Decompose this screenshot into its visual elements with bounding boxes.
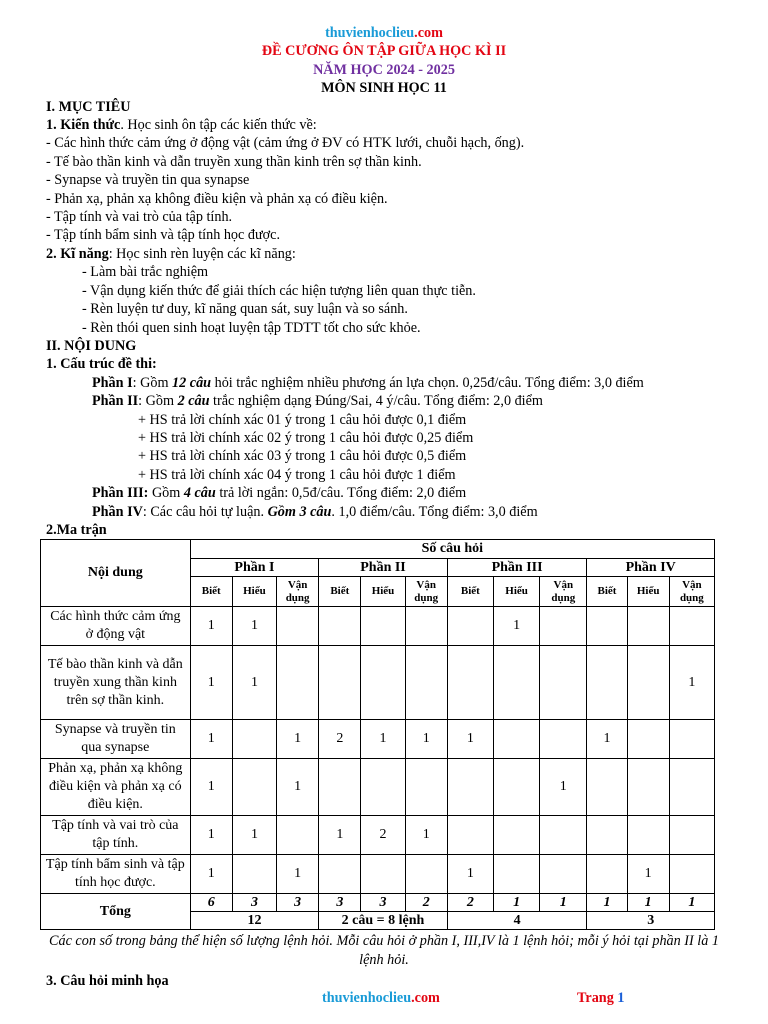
matrix-cell	[587, 855, 627, 894]
matrix-cell	[277, 607, 319, 646]
matrix-cell: 1	[232, 607, 276, 646]
matrix-cell	[361, 855, 405, 894]
section-content-heading: II. NỘI DUNG	[46, 337, 137, 354]
matrix-cell: 2	[319, 720, 361, 759]
matrix-cell: 1	[319, 816, 361, 855]
part2-scoring-item: + HS trả lời chính xác 02 ý trong 1 câu hỏi được 0,25 điểm	[138, 429, 474, 446]
matrix-part-header: Phần III	[447, 559, 587, 577]
matrix-level-header: Vận dụng	[277, 577, 319, 607]
part2-scoring-item: + HS trả lời chính xác 03 ý trong 1 câu hỏi được 0,5 điểm	[138, 448, 467, 465]
knowledge-item: - Synapse và truyền tin qua synapse	[46, 172, 250, 189]
matrix-cell	[540, 816, 587, 855]
matrix-level-header: Vận dụng	[669, 577, 714, 607]
matrix-cell	[669, 816, 714, 855]
matrix-cell	[540, 720, 587, 759]
matrix-cell: 1	[190, 646, 232, 720]
page-footer	[0, 990, 768, 1008]
matrix-cell: 1	[447, 855, 493, 894]
skills-intro: 2. Kĩ năng: Học sinh rèn luyện các kĩ năng:	[46, 245, 296, 262]
knowledge-intro: 1. Kiến thức. Học sinh ôn tập các kiến thức về:	[46, 117, 317, 134]
matrix-cell	[587, 816, 627, 855]
skill-item: - Làm bài trắc nghiệm	[82, 264, 209, 281]
matrix-cell	[493, 646, 539, 720]
matrix-row-topic: Phản xạ, phản xạ không điều kiện và phản xạ có điều kiện.	[41, 759, 191, 816]
matrix-total-cell: 1	[587, 894, 627, 912]
matrix-heading: 2.Ma trận	[46, 521, 107, 538]
page-number: Trang 1	[577, 990, 625, 1006]
matrix-cell	[627, 646, 669, 720]
matrix-row-topic: Synapse và truyền tin qua synapse	[41, 720, 191, 759]
matrix-cell	[319, 855, 361, 894]
matrix-cell	[319, 607, 361, 646]
exam-part-4: Phần IV: Các câu hỏi tự luận. Gồm 3 câu. 1,0 điểm/câu. Tổng điểm: 3,0 điểm	[92, 503, 538, 520]
matrix-level-header: Biết	[190, 577, 232, 607]
matrix-level-header: Hiểu	[232, 577, 276, 607]
document-page	[46, 24, 722, 991]
matrix-level-header: Vận dụng	[405, 577, 447, 607]
matrix-cell: 1	[405, 720, 447, 759]
matrix-total-cell: 3	[319, 894, 361, 912]
exam-matrix-table	[40, 539, 715, 930]
matrix-cell	[405, 855, 447, 894]
matrix-total-cell: 1	[669, 894, 714, 912]
exam-part-2: Phần II: Gồm 2 câu trắc nghiệm dạng Đúng/Sai, 4 ý/câu. Tổng điểm: 2,0 điểm	[92, 393, 543, 410]
skills-list	[46, 263, 722, 337]
matrix-level-header: Biết	[587, 577, 627, 607]
matrix-cell	[627, 816, 669, 855]
matrix-row	[41, 646, 715, 720]
matrix-cell	[493, 855, 539, 894]
matrix-questions-header: Số câu hỏi	[190, 540, 714, 559]
document-title: ĐỀ CƯƠNG ÔN TẬP GIỮA HỌC KÌ II	[261, 43, 507, 60]
matrix-cell: 2	[361, 816, 405, 855]
header-site-name: thuvienhoclieu.com	[325, 25, 443, 41]
matrix-cell	[493, 759, 539, 816]
matrix-cell	[587, 607, 627, 646]
matrix-note: Các con số trong bảng thể hiện số lượng lệnh hỏi. Mỗi câu hỏi ở phần I, III,IV là 1 lệnh hỏi; mỗi ý hỏi tại phần II là 1 lệnh hỏi.	[49, 933, 719, 968]
matrix-cell: 1	[627, 855, 669, 894]
knowledge-item: - Tập tính và vai trò của tập tính.	[46, 209, 233, 226]
matrix-cell	[493, 720, 539, 759]
matrix-cell	[540, 607, 587, 646]
matrix-total-cell: 1	[627, 894, 669, 912]
matrix-cell: 1	[232, 816, 276, 855]
matrix-part-total: 12	[190, 912, 319, 930]
matrix-part-header: Phần I	[190, 559, 319, 577]
matrix-row-topic: Tập tính và vai trò của tập tính.	[41, 816, 191, 855]
matrix-cell: 1	[190, 855, 232, 894]
matrix-level-header: Hiểu	[627, 577, 669, 607]
matrix-cell: 1	[669, 646, 714, 720]
matrix-total-cell: 2	[447, 894, 493, 912]
skill-item: - Vận dụng kiến thức để giải thích các hiện tượng liên quan thực tiễn.	[82, 282, 476, 299]
matrix-total-cell: 3	[361, 894, 405, 912]
matrix-total-cell: 2	[405, 894, 447, 912]
exam-structure-heading: 1. Cấu trúc đề thi:	[46, 356, 157, 373]
matrix-level-header: Vận dụng	[540, 577, 587, 607]
matrix-content-header: Nội dung	[41, 540, 191, 607]
matrix-cell	[447, 607, 493, 646]
matrix-cell	[319, 646, 361, 720]
matrix-cell: 1	[405, 816, 447, 855]
matrix-cell	[669, 607, 714, 646]
sample-questions-heading: 3. Câu hỏi minh họa	[46, 973, 169, 990]
part2-scoring-item: + HS trả lời chính xác 01 ý trong 1 câu hỏi được 0,1 điểm	[138, 411, 467, 428]
knowledge-item: - Các hình thức cảm ứng ở động vật (cảm ứng ở ĐV có HTK lưới, chuỗi hạch, ống).	[46, 135, 525, 152]
matrix-cell: 1	[190, 720, 232, 759]
skill-item: - Rèn luyện tư duy, kĩ năng quan sát, suy luận và so sánh.	[82, 301, 408, 318]
matrix-cell: 1	[277, 759, 319, 816]
matrix-row	[41, 759, 715, 816]
matrix-cell	[405, 759, 447, 816]
matrix-cell	[405, 607, 447, 646]
matrix-cell: 1	[190, 607, 232, 646]
matrix-cell: 1	[190, 816, 232, 855]
knowledge-item: - Tế bào thần kinh và dẫn truyền xung thần kinh trên sợ thần kinh.	[46, 153, 422, 170]
matrix-level-header: Hiểu	[361, 577, 405, 607]
matrix-cell: 1	[232, 646, 276, 720]
matrix-row-topic: Các hình thức cảm ứng ở động vật	[41, 607, 191, 646]
exam-part-3: Phần III: Gồm 4 câu trả lời ngắn: 0,5đ/câu. Tổng điểm: 2,0 điểm	[92, 485, 467, 502]
matrix-cell: 1	[540, 759, 587, 816]
knowledge-list	[46, 134, 722, 244]
matrix-cell: 1	[447, 720, 493, 759]
matrix-row	[41, 720, 715, 759]
matrix-cell	[540, 855, 587, 894]
matrix-row-topic: Tế bào thần kinh và dẫn truyền xung thần kinh trên sợ thần kinh.	[41, 646, 191, 720]
matrix-cell	[277, 816, 319, 855]
matrix-part-total: 4	[447, 912, 587, 930]
matrix-level-header: Hiểu	[493, 577, 539, 607]
matrix-cell: 1	[277, 720, 319, 759]
matrix-cell	[232, 720, 276, 759]
matrix-cell	[232, 759, 276, 816]
matrix-cell	[277, 646, 319, 720]
matrix-cell	[669, 855, 714, 894]
school-year: NĂM HỌC 2024 - 2025	[313, 61, 455, 78]
matrix-cell	[540, 646, 587, 720]
matrix-cell	[669, 720, 714, 759]
matrix-total-cell: 3	[232, 894, 276, 912]
matrix-cell: 1	[190, 759, 232, 816]
matrix-cell	[627, 759, 669, 816]
matrix-cell	[587, 646, 627, 720]
subject-title: MÔN SINH HỌC 11	[321, 80, 447, 97]
matrix-cell: 1	[493, 607, 539, 646]
matrix-row	[41, 607, 715, 646]
knowledge-item: - Tập tính bẩm sinh và tập tính học được.	[46, 227, 281, 244]
section-objectives-heading: I. MỤC TIÊU	[46, 98, 131, 115]
matrix-cell	[361, 646, 405, 720]
matrix-part-total: 3	[587, 912, 715, 930]
matrix-level-header: Biết	[319, 577, 361, 607]
matrix-total-cell: 6	[190, 894, 232, 912]
skill-item: - Rèn thói quen sinh hoạt luyện tập TDTT tốt cho sức khỏe.	[82, 319, 421, 336]
matrix-cell: 1	[361, 720, 405, 759]
matrix-row	[41, 855, 715, 894]
matrix-cell	[361, 759, 405, 816]
matrix-part-header: Phần IV	[587, 559, 715, 577]
matrix-total-label: Tổng	[41, 894, 191, 930]
matrix-cell: 1	[587, 720, 627, 759]
matrix-cell	[587, 759, 627, 816]
matrix-total-cell: 3	[277, 894, 319, 912]
footer-site-name: thuvienhoclieu.com	[322, 990, 440, 1006]
matrix-cell	[361, 607, 405, 646]
matrix-part-header: Phần II	[319, 559, 448, 577]
matrix-cell	[627, 607, 669, 646]
matrix-level-header: Biết	[447, 577, 493, 607]
matrix-total-cell: 1	[540, 894, 587, 912]
matrix-cell	[493, 816, 539, 855]
matrix-total-cell: 1	[493, 894, 539, 912]
matrix-row-topic: Tập tính bẩm sinh và tập tính học được.	[41, 855, 191, 894]
part2-scoring-item: + HS trả lời chính xác 04 ý trong 1 câu hỏi được 1 điểm	[138, 466, 456, 483]
matrix-cell	[319, 759, 361, 816]
matrix-cell	[447, 759, 493, 816]
matrix-row	[41, 816, 715, 855]
matrix-cell	[447, 816, 493, 855]
exam-part-1: Phần I: Gồm 12 câu hỏi trắc nghiệm nhiều phương án lựa chọn. 0,25đ/câu. Tổng điểm: 3,0 điểm	[92, 374, 644, 391]
knowledge-item: - Phản xạ, phản xạ không điều kiện và phản xạ có điều kiện.	[46, 190, 388, 207]
matrix-cell: 1	[277, 855, 319, 894]
matrix-cell	[447, 646, 493, 720]
matrix-cell	[669, 759, 714, 816]
matrix-cell	[232, 855, 276, 894]
matrix-cell	[627, 720, 669, 759]
matrix-part-total: 2 câu = 8 lệnh	[319, 912, 448, 930]
matrix-cell	[405, 646, 447, 720]
